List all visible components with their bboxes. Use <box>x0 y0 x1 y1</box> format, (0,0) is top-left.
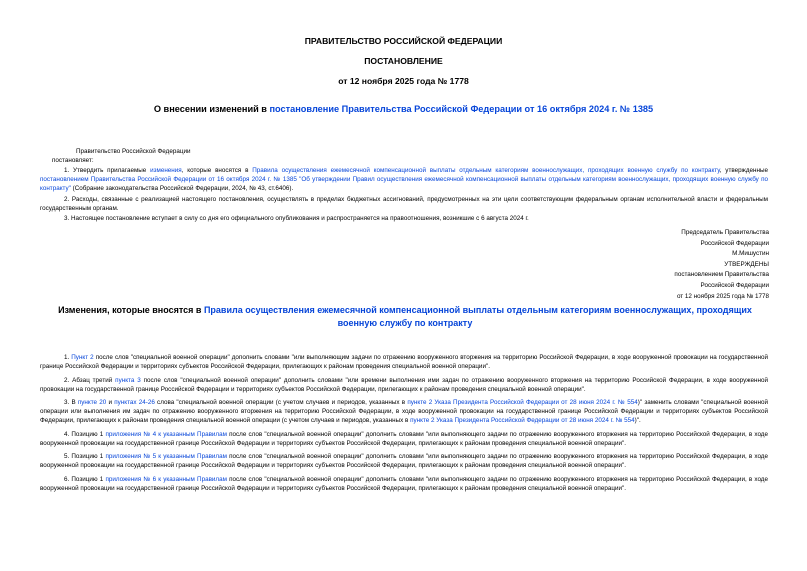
resolution-1385-link[interactable]: постановлением Правительства Российской Федерации от 16 октября 2024 г. № 1385 "Об утверждении Правил осуществления ежемесячной компенсационной выплаты отдельным категориям военнослужащих, проходящих военную службу по контракту" <box>40 176 768 192</box>
change-3-num: 3. В <box>64 399 78 406</box>
doc-type-heading: ПОСТАНОВЛЕНИЕ <box>364 56 443 66</box>
change-4 <box>40 430 768 448</box>
point-3: 3. Настоящее постановление вступает в силу со дня его официального опубликования и распространяется на правоотношения, возникшие с 6 августа 2024 г. <box>64 215 529 222</box>
signer-title: Председатель Правительства <box>681 229 769 236</box>
doc-date-number: от 12 ноября 2025 года № 1778 <box>338 76 469 86</box>
approved-by: постановлением Правительства <box>674 271 769 279</box>
change-4-link[interactable]: приложения № 4 к указанным Правилам <box>105 430 227 438</box>
change-3 <box>40 398 768 425</box>
change-2-text: после слов "специальной военной операции" дополнить словами "или времени выполнения ими задач по отражению вооруженного вторжения на территорию Российской Федерации, в ходе вооруженной провокации на государственной границе Российской Федерации и территориях субъектов Российской Федерации, прилегающих к районам проведения специальной военной операции". <box>40 376 768 393</box>
change-3-link-b[interactable]: пунктах 24-26 <box>114 399 155 406</box>
subject-link[interactable]: постановление Правительства Российской Федерации от 16 октября 2024 г. № 1385 <box>269 104 654 114</box>
change-2-link[interactable]: пункта 3 <box>115 376 141 384</box>
changes-title <box>40 304 770 330</box>
change-5-link[interactable]: приложения № 5 к указанным Правилам <box>105 453 227 460</box>
change-3-text-a: слова "специальной военной операции (с учетом случаев и периодов, указанных в <box>154 399 408 406</box>
rules-link[interactable]: Правила осуществления ежемесячной компенсационной выплаты отдельным категориям военнослужащих, проходящих военную службу по контракту <box>252 167 720 174</box>
change-4-num: 4. Позицию 1 <box>64 430 106 438</box>
preamble-line-1: Правительство Российской Федерации <box>76 148 191 155</box>
doc-subject <box>0 104 807 114</box>
change-5-num: 5. Позицию 1 <box>64 453 106 460</box>
change-3-text-b: )" заменить словами "специальной военной операции или выполнения им задач по отражению вооруженного вторжения на территорию Российской Федерации, в ходе вооруженной провокации на государственной границе Российской Федерации и территориях субъектов Российской Федерации, прилегающих к районам проведения специальной военной операции (с учетом случаев и периодов, указанных в <box>40 399 768 424</box>
approved-label: УТВЕРЖДЕНЫ <box>724 260 769 268</box>
signer-rf: Российской Федерации <box>700 239 769 247</box>
change-3-text-c: )". <box>634 417 641 424</box>
approved-date: от 12 ноября 2025 года № 1778 <box>676 292 769 300</box>
change-3-link-c[interactable]: пункте 2 Указа Президента Российской Федерации от 28 июня 2024 г. № 554 <box>407 399 638 406</box>
signature-block <box>674 228 769 302</box>
change-3-link-a[interactable]: пункте 20 <box>77 399 107 406</box>
point-1-text-d: (Собрание законодательства Российской Федерации, 2024, № 43, ст.6406). <box>70 185 294 192</box>
change-6-link[interactable]: приложения № 6 к указанным Правилам <box>105 475 227 483</box>
change-2 <box>40 376 768 394</box>
change-4-text: после слов "специальной военной операции" дополнить словами "или выполняющего задачи по отражению вооруженного вторжения на территорию Российской Федерации, в ходе вооруженной провокации на государственной границе Российской Федерации и территориях субъектов Российской Федерации, прилегающих к районам проведения специальной военной операции". <box>40 430 768 447</box>
change-6 <box>40 475 768 493</box>
resolution-points <box>40 166 768 225</box>
change-2-num: 2. Абзац третий <box>64 376 116 384</box>
changes-title-prefix: Изменения, которые вносятся в <box>58 305 204 315</box>
change-3-link-d[interactable]: пункте 2 Указа Президента Российской Федерации от 28 июня 2024 г. № 554 <box>410 417 635 424</box>
change-1-text: после слов "специальной военной операции" дополнить словами "или выполняющим задачи по отражению вооруженного вторжения на территорию Российской Федерации, в ходе вооруженной провокации на государственной границе Российской Федерации и территориях субъектов Российской Федерации, прилегающих к районам проведения специальной военной операции". <box>40 354 768 370</box>
change-6-text: после слов "специальной военной операции" дополнить словами "или выполняющего задачи по отражению вооруженного вторжения на территорию Российской Федерации, в ходе вооруженной провокации на государственной границе Российской Федерации и территориях субъектов Российской Федерации, прилегающих к районам проведения специальной военной операции". <box>40 475 768 492</box>
change-1 <box>40 353 768 371</box>
point-1-text-a: 1. Утвердить прилагаемые <box>64 167 151 174</box>
change-1-num: 1. <box>64 354 72 361</box>
change-5 <box>40 452 768 470</box>
changes-list <box>40 353 768 497</box>
signer-name: М.Мишустин <box>732 250 769 258</box>
change-1-link[interactable]: Пункт 2 <box>71 354 94 361</box>
government-heading: ПРАВИТЕЛЬСТВО РОССИЙСКОЙ ФЕДЕРАЦИИ <box>304 36 503 46</box>
change-3-and: и <box>106 399 115 406</box>
point-1 <box>40 166 768 193</box>
point-1-text-b: , которые вносятся в <box>181 167 253 174</box>
approved-rf: Российской Федерации <box>700 281 769 289</box>
changes-link[interactable]: изменения <box>150 167 182 174</box>
preamble <box>52 147 232 165</box>
change-5-text: после слов "специальной военной операции" дополнить словами "или выполняющего задачи по отражению вооруженного вторжения на территорию Российской Федерации, в ходе вооруженной провокации на государственной границе Российской Федерации и территориях субъектов Российской Федерации, прилегающих к районам проведения специальной военной операции". <box>40 453 768 469</box>
point-1-text-c: , утвержденные <box>719 167 768 174</box>
preamble-line-2: постановляет: <box>52 157 94 164</box>
changes-title-link[interactable]: Правила осуществления ежемесячной компенсационной выплаты отдельным категориям военнослужащих, проходящих военную службу по контракту <box>203 305 752 328</box>
subject-prefix: О внесении изменений в <box>153 104 270 114</box>
change-6-num: 6. Позицию 1 <box>64 475 106 483</box>
point-2: 2. Расходы, связанные с реализацией настоящего постановления, осуществлять в пределах бюджетных ассигнований, предусмотренных на эти цели соответствующим федеральным органам исполнительной власти и федеральным государственным органам. <box>40 195 768 212</box>
